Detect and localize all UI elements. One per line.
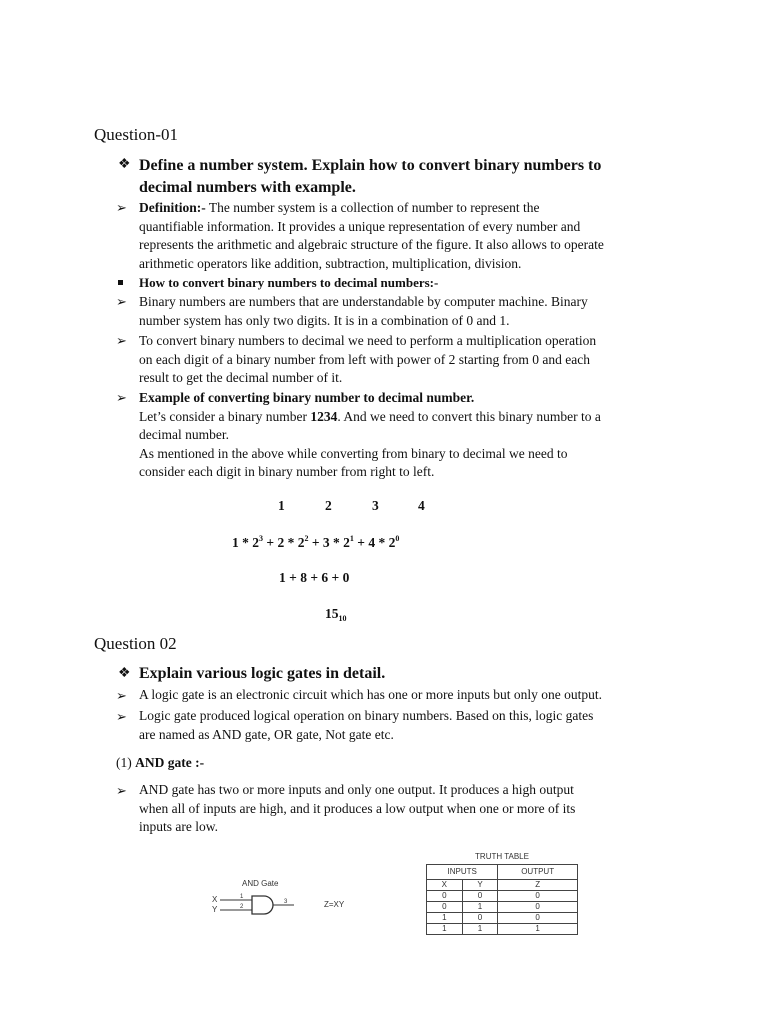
text-line: inputs are low. bbox=[139, 819, 218, 835]
term: + 4 * 2 bbox=[353, 535, 396, 550]
table-cell: 0 bbox=[498, 913, 578, 924]
pin-label: 1 bbox=[240, 894, 244, 900]
text-line: number system has only two digits. It is in a combination of 0 and 1. bbox=[139, 312, 510, 328]
exponent: 1 bbox=[349, 534, 354, 543]
inputs-header: INPUTS bbox=[427, 865, 498, 880]
column-header: Z bbox=[498, 880, 578, 891]
text-line: consider each digit in binary number from right to left. bbox=[139, 464, 435, 480]
digit: 1 bbox=[278, 498, 285, 513]
and-gate-diagram bbox=[206, 872, 366, 922]
text-line: quantifiable information. It provides a unique representation of every number and bbox=[139, 218, 581, 234]
text-line: Binary numbers are numbers that are understandable by computer machine. Binary bbox=[139, 294, 588, 309]
text-line: result to get the decimal number of it. bbox=[139, 370, 343, 386]
table-row bbox=[427, 891, 578, 902]
arrow-bullet-icon: ➢ bbox=[116, 688, 127, 703]
text-run: . And we need to convert this binary number to a bbox=[337, 408, 601, 424]
truth-table-title: TRUTH TABLE bbox=[475, 852, 529, 861]
arrow-bullet-icon: ➢ bbox=[116, 390, 127, 405]
exponent: 0 bbox=[395, 534, 400, 543]
and-gate-heading bbox=[116, 754, 204, 773]
pin-label: 3 bbox=[284, 899, 288, 905]
decimal-result bbox=[325, 606, 347, 622]
definition-label: Definition:- bbox=[139, 200, 206, 215]
text-line: on each digit of a binary number from left with power of 2 starting from 0 and each bbox=[139, 351, 590, 367]
term: + 3 * 2 bbox=[308, 535, 350, 550]
table-row bbox=[427, 880, 578, 891]
question-02-prompt: Explain various logic gates in detail. bbox=[139, 665, 386, 682]
table-cell: 0 bbox=[427, 902, 463, 913]
diagram-title: AND Gate bbox=[242, 879, 279, 888]
text-line: To convert binary numbers to decimal we need to perform a multiplication operation bbox=[139, 333, 597, 348]
and-gate-description bbox=[139, 781, 575, 837]
table-cell: 1 bbox=[462, 902, 498, 913]
table-cell: 1 bbox=[498, 924, 578, 935]
text-line: As mentioned in the above while converting from binary to decimal we need to bbox=[139, 445, 568, 461]
text-line: when all of inputs are high, and it produces a low output when one or more of its bbox=[139, 800, 576, 816]
column-header: X bbox=[427, 880, 463, 891]
text-line: decimal number. bbox=[139, 427, 229, 443]
question-01-heading: Question-01 bbox=[94, 125, 179, 144]
square-bullet-icon bbox=[118, 280, 123, 285]
how-to-convert-heading: How to convert binary numbers to decimal numbers:- bbox=[139, 275, 439, 290]
binary-numbers-paragraph bbox=[139, 293, 588, 330]
diamond-bullet-icon: ❖ bbox=[118, 666, 131, 681]
output-header: OUTPUT bbox=[498, 865, 578, 880]
table-cell: 0 bbox=[462, 913, 498, 924]
text-run: Let’s consider a binary number bbox=[139, 408, 311, 424]
digit: 2 bbox=[325, 498, 332, 513]
example-heading: Example of converting binary number to decimal number. bbox=[139, 390, 475, 405]
column-header: Y bbox=[462, 880, 498, 891]
input-y-label: Y bbox=[212, 905, 218, 914]
term: 1 * 2 bbox=[232, 535, 259, 550]
text-run: The number system is a collection of number to represent the bbox=[205, 200, 540, 215]
digit: 3 bbox=[372, 498, 379, 513]
result-base: 10 bbox=[338, 614, 347, 623]
prompt-line: decimal numbers with example. bbox=[139, 179, 356, 196]
table-cell: 1 bbox=[427, 913, 463, 924]
table-row bbox=[427, 865, 578, 880]
table-row bbox=[427, 924, 578, 935]
text-line: arithmetic operators like addition, subtraction, multiplication, division. bbox=[139, 255, 522, 271]
conversion-paragraph bbox=[139, 332, 596, 388]
exponent: 3 bbox=[259, 534, 263, 543]
question-02-heading: Question 02 bbox=[94, 634, 177, 653]
and-gate-label: AND gate :- bbox=[135, 755, 205, 770]
pin-label: 2 bbox=[240, 904, 244, 910]
sum-line: 1 + 8 + 6 + 0 bbox=[279, 570, 350, 585]
input-x-label: X bbox=[212, 895, 218, 904]
term: + 2 * 2 bbox=[263, 535, 305, 550]
text-line: are named as AND gate, OR gate, Not gate etc. bbox=[139, 726, 394, 742]
arrow-bullet-icon: ➢ bbox=[116, 294, 127, 309]
table-cell: 1 bbox=[462, 924, 498, 935]
binary-number: 1234 bbox=[310, 408, 338, 424]
question-01-prompt bbox=[139, 155, 601, 199]
diamond-bullet-icon: ❖ bbox=[118, 157, 131, 172]
table-cell: 0 bbox=[498, 902, 578, 913]
text-line: Logic gate produced logical operation on binary numbers. Based on this, logic gates bbox=[139, 708, 594, 723]
result-value: 15 bbox=[325, 606, 339, 621]
text-line: represents the arithmetic and algebraic structure of the figure. It also allows to operate bbox=[139, 237, 604, 253]
and-gate-symbol-icon bbox=[206, 872, 366, 922]
table-cell: 0 bbox=[427, 891, 463, 902]
digit: 4 bbox=[418, 498, 425, 513]
output-expression: Z=XY bbox=[324, 900, 345, 909]
arrow-bullet-icon: ➢ bbox=[116, 333, 127, 348]
table-row bbox=[427, 913, 578, 924]
table-row bbox=[427, 902, 578, 913]
arrow-bullet-icon: ➢ bbox=[116, 200, 127, 215]
example-paragraph bbox=[139, 389, 601, 482]
table-cell: 0 bbox=[498, 891, 578, 902]
truth-table-figure bbox=[424, 851, 580, 947]
table-cell: 0 bbox=[462, 891, 498, 902]
item-number: (1) bbox=[116, 755, 136, 770]
truth-table bbox=[426, 864, 578, 935]
exponent: 2 bbox=[304, 534, 309, 543]
definition-paragraph bbox=[139, 199, 604, 273]
logic-gate-naming bbox=[139, 707, 593, 744]
text-line: AND gate has two or more inputs and only one output. It produces a high output bbox=[139, 782, 574, 797]
prompt-line: Define a number system. Explain how to convert binary numbers to bbox=[139, 157, 602, 174]
arrow-bullet-icon: ➢ bbox=[116, 709, 127, 724]
table-cell: 1 bbox=[427, 924, 463, 935]
arrow-bullet-icon: ➢ bbox=[116, 783, 127, 798]
power-expansion bbox=[232, 535, 399, 551]
logic-gate-definition: A logic gate is an electronic circuit which has one or more inputs but only one output. bbox=[139, 687, 603, 702]
